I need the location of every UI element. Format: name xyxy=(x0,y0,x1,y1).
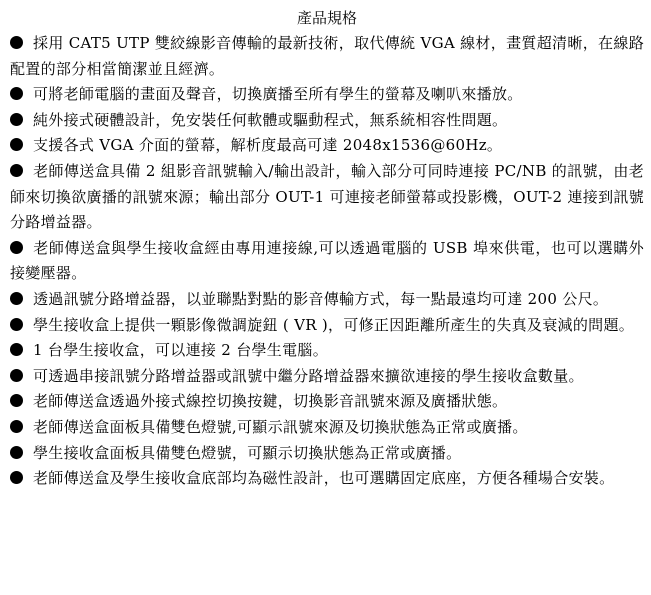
spec-item xyxy=(10,31,644,82)
bullet-icon xyxy=(10,36,23,49)
spec-item-text: 採用 CAT5 UTP 雙絞線影音傳輸的最新技術，取代傳統 VGA 線材，畫質超清晰，在線路配置的部分相當簡潔並且經濟。 xyxy=(10,34,644,78)
spec-item xyxy=(10,236,644,287)
spec-item xyxy=(10,364,644,390)
spec-item-text: 老師傳送盒面板具備雙色燈號,可顯示訊號來源及切換狀態為正常或廣播。 xyxy=(33,417,528,436)
bullet-icon xyxy=(10,369,23,382)
spec-item xyxy=(10,313,644,339)
spec-item xyxy=(10,159,644,236)
spec-item-text: 可透過串接訊號分路增益器或訊號中繼分路增益器來擴欲連接的學生接收盒數量。 xyxy=(33,366,584,385)
spec-item xyxy=(10,338,644,364)
bullet-icon xyxy=(10,138,23,151)
bullet-icon xyxy=(10,164,23,177)
spec-item xyxy=(10,415,644,441)
spec-item-text: 老師傳送盒與學生接收盒經由專用連接線,可以透過電腦的 USB 埠來供電，也可以選購外接變壓器。 xyxy=(10,238,644,283)
spec-item-text: 老師傳送盒透過外接式線控切換按鍵，切換影音訊號來源及廣播狀態。 xyxy=(33,392,508,411)
bullet-icon xyxy=(10,446,23,459)
spec-item xyxy=(10,287,644,313)
bullet-icon xyxy=(10,241,23,254)
bullet-icon xyxy=(10,343,23,356)
spec-item-text: 老師傳送盒具備 2 組影音訊號輸入/輸出設計，輸入部分可同時連接 PC/NB 的訊號，由老師來切換欲廣播的訊號來源；輸出部分 OUT-1 可連接老師螢幕或投影機，OUT-2 連接到訊號分路增益器。 xyxy=(10,161,644,232)
spec-item xyxy=(10,108,644,134)
spec-item-text: 可將老師電腦的畫面及聲音，切換廣播至所有學生的螢幕及喇叭來播放。 xyxy=(33,85,523,104)
spec-item-text: 支援各式 VGA 介面的螢幕，解析度最高可達 2048x1536@60Hz。 xyxy=(33,136,503,155)
spec-document xyxy=(10,6,644,492)
spec-item xyxy=(10,82,644,108)
spec-item-text: 學生接收盒面板具備雙色燈號，可顯示切換狀態為正常或廣播。 xyxy=(33,443,462,462)
bullet-icon xyxy=(10,420,23,433)
page-title: 產品規格 xyxy=(296,9,357,27)
spec-item-text: 老師傳送盒及學生接收盒底部均為磁性設計，也可選購固定底座，方便各種場合安裝。 xyxy=(33,469,615,488)
spec-item-text: 1 台學生接收盒，可以連接 2 台學生電腦。 xyxy=(33,341,328,360)
spec-item-text: 透過訊號分路增益器，以並聯點對點的影音傳輸方式，每一點最遠均可達 200 公尺。 xyxy=(33,289,609,308)
spec-item-text: 純外接式硬體設計，免安裝任何軟體或驅動程式，無系統相容性問題。 xyxy=(33,110,508,129)
bullet-icon xyxy=(10,292,23,305)
spec-item xyxy=(10,441,644,467)
spec-item xyxy=(10,466,644,492)
bullet-icon xyxy=(10,87,23,100)
spec-item-text: 學生接收盒上提供一顆影像微調旋鈕 ( VR )，可修正因距離所產生的失真及衰減的問題。 xyxy=(33,315,635,334)
bullet-icon xyxy=(10,318,23,331)
bullet-icon xyxy=(10,394,23,407)
spec-item xyxy=(10,133,644,159)
spec-item xyxy=(10,389,644,415)
bullet-icon xyxy=(10,113,23,126)
bullet-icon xyxy=(10,471,23,484)
